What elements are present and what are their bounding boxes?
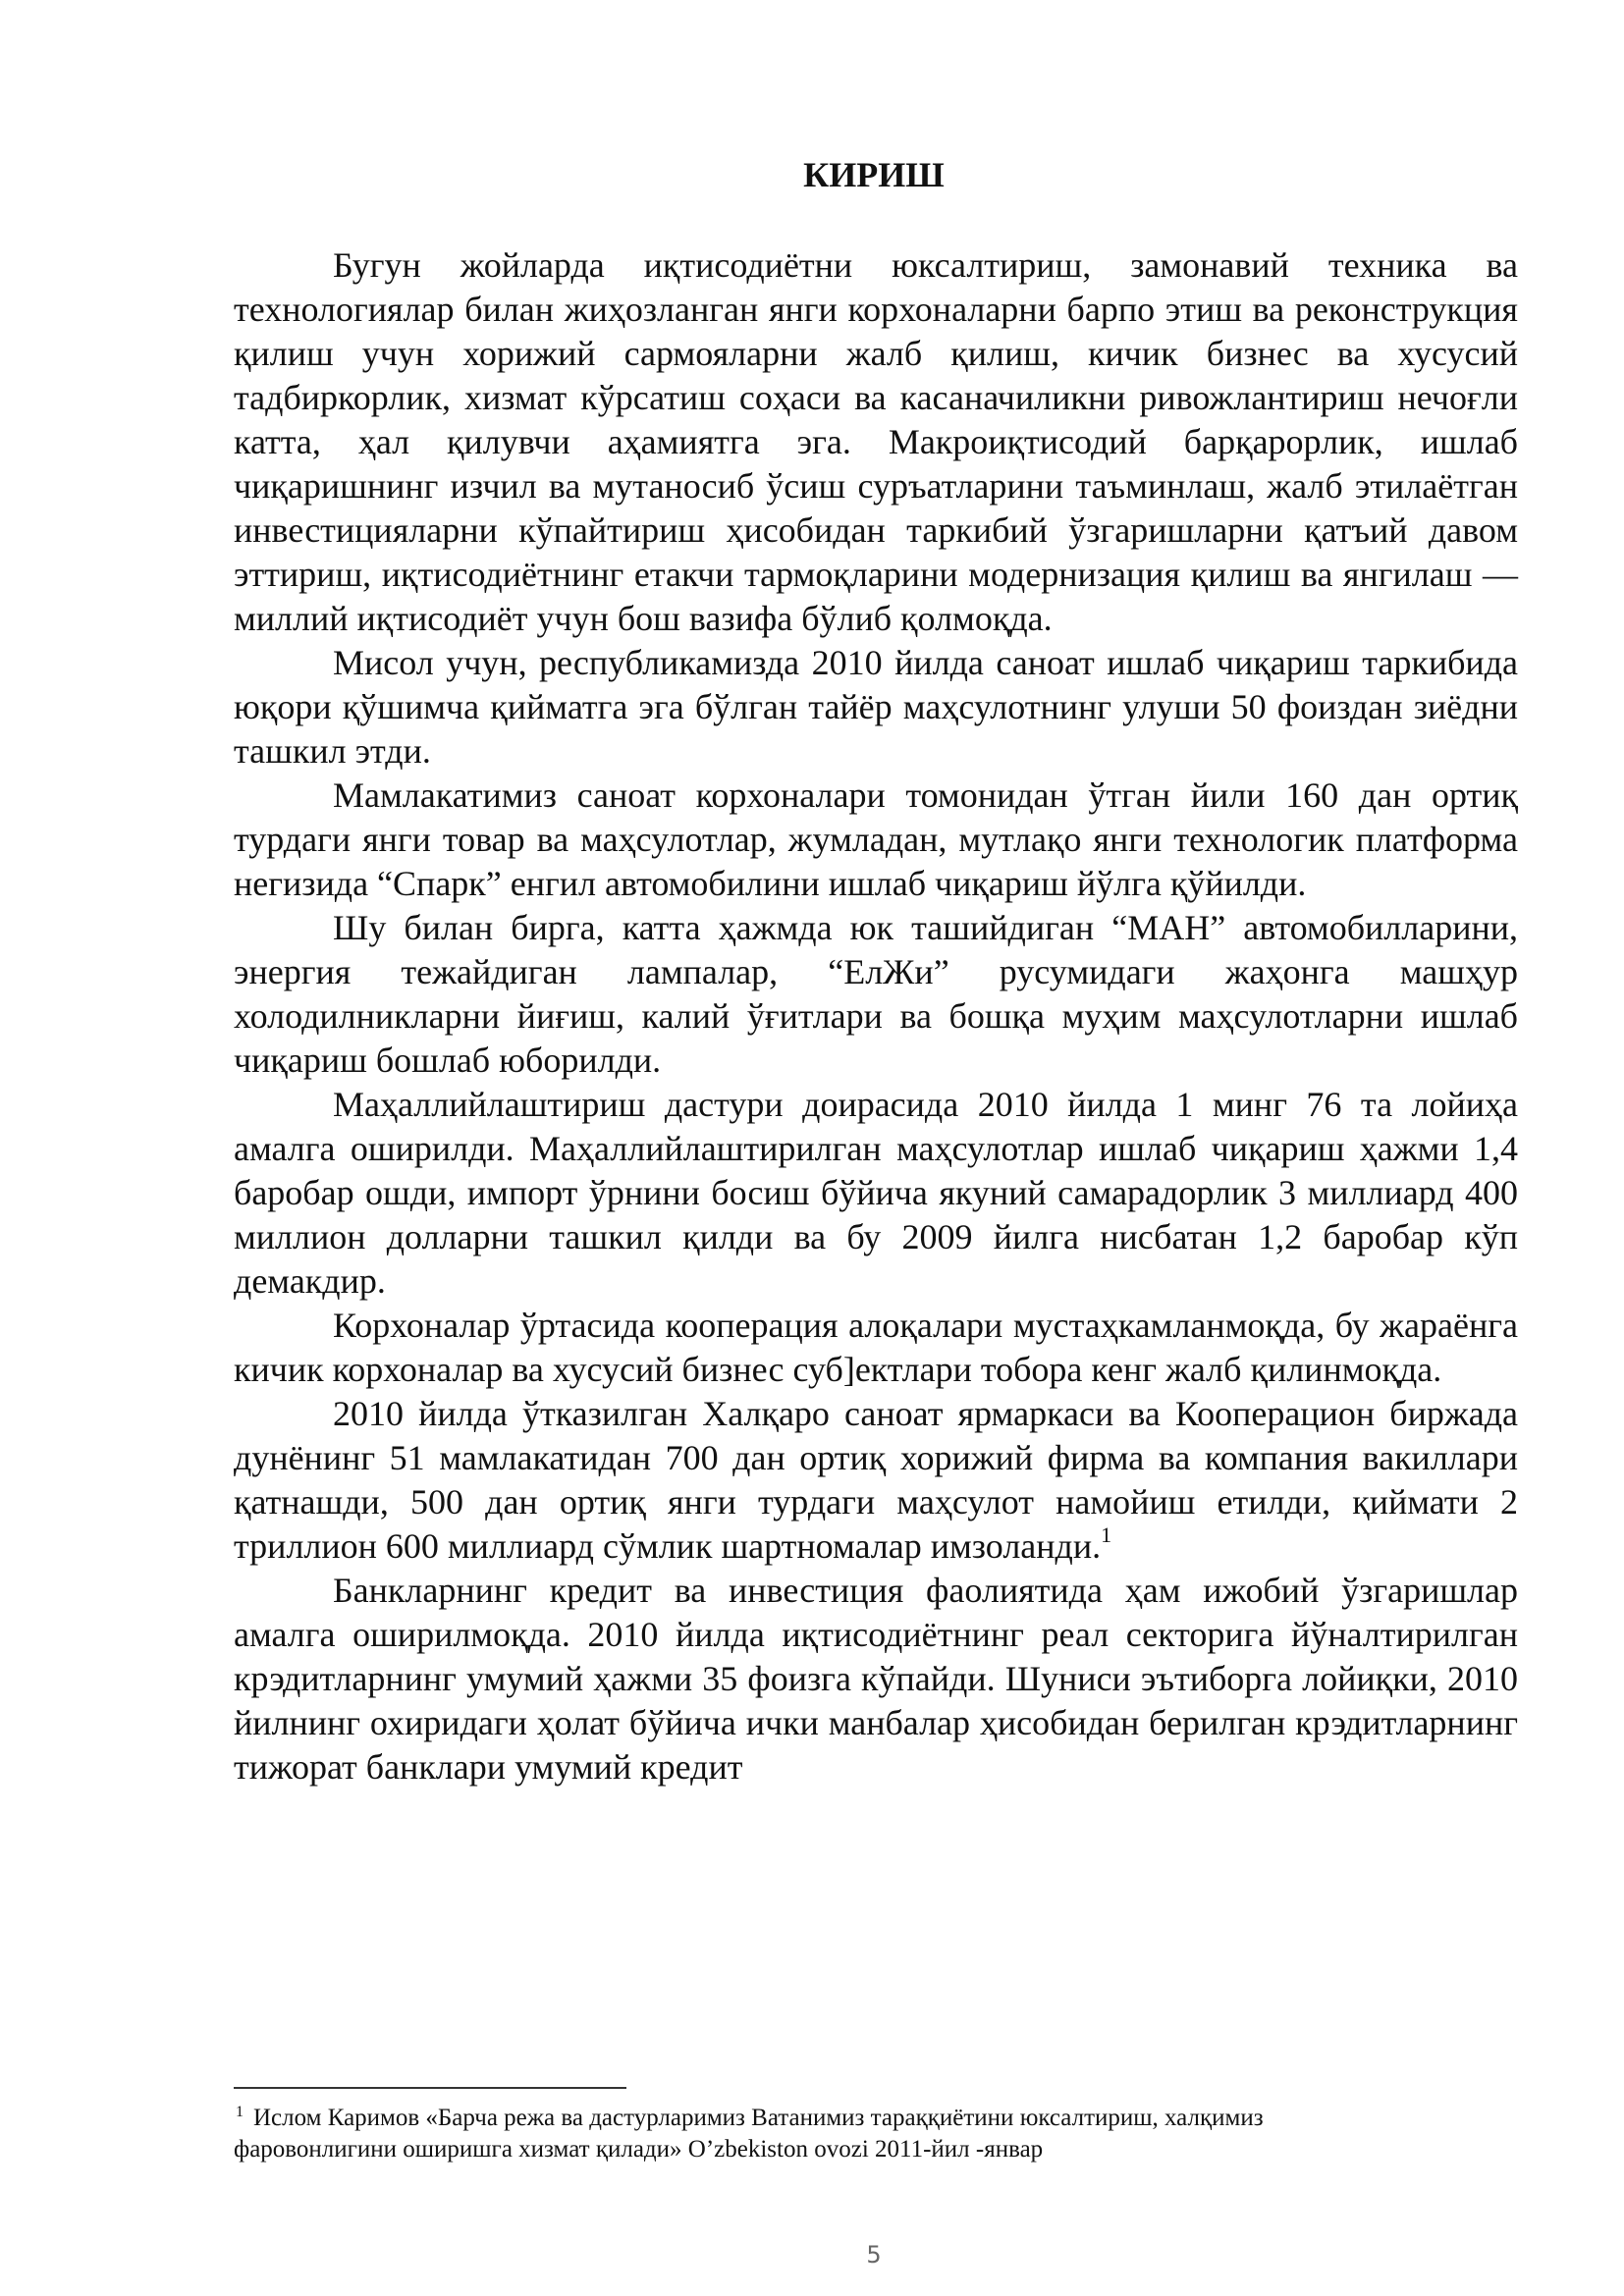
page-number: 5	[866, 2241, 882, 2269]
footnote-separator	[234, 2087, 626, 2089]
paragraph: Корхоналар ўртасида кооперация алоқалари мустаҳкамланмоқда, бу жараёнга кичик корхоналар ва хусусий бизнес суб]ектлари тобора кенг жалб қилинмоқда.	[234, 1306, 1518, 1389]
paragraph: Мамлакатимиз саноат корхоналари томонидан ўтган йили 160 дан ортиқ турдаги янги товар ва маҳсулотлар, жумладан, мутлақо янги технологик платформа негизида “Спарк” енгил автомобилини ишлаб чиқариш йўлга қўйилди.	[234, 775, 1518, 903]
paragraph: Банкларнинг кредит ва инвестиция фаолиятида ҳам ижобий ўзгаришлар амалга оширилмоқда. 2010 йилда иқтисодиётнинг реал секторига йўналтирилган крэдитларнинг умумий ҳажми 35 фоизга кўпайди. Шуниси эътиборга лойиқки, 2010 йилнинг охиридаги ҳолат бўйича ички манбалар ҳисобидан берилган крэдитларнинг тижорат банклари умумий кредит	[234, 1571, 1518, 1787]
footnote-text: Ислом Каримов «Барча режа ва дастурларимиз Ватанимиз тараққиётини юксалтириш, халқимиз фаровонлигини оширишга хизмат қилади» O’zbekiston ovozi 2011-йил -январ	[234, 2105, 1264, 2163]
footnote-marker: 1	[236, 2104, 244, 2120]
paragraph-text: 2010 йилда ўтказилган Халқаро саноат ярмаркаси ва Кооперацион биржада дунёнинг 51 мамлакатидан 700 дан ортиқ хорижий фирма ва компания вакиллари қатнашди, 500 дан ортиқ янги турдаги маҳсулот намойиш етилди, қиймати 2 триллион 600 миллиард сўмлик шартномалар имзоланди.	[234, 1394, 1518, 1566]
paragraph: Бугун жойларда иқтисодиётни юксалтириш, замонавий техника ва технологиялар билан жиҳозланган янги корхоналарни барпо этиш ва реконструкция қилиш учун хорижий сармояларни жалб қилиш, кичик бизнес ва хусусий тадбиркорлик, хизмат кўрсатиш соҳаси ва касаначиликни ривожлантириш нечоғли катта, ҳал қилувчи аҳамиятга эга. Макроиқтисодий барқарорлик, ишлаб чиқаришнинг изчил ва мутаносиб ўсиш суръатларини таъминлаш, жалб этилаётган инвестицияларни кўпайтириш ҳисобидан таркибий ўзгаришларни қатъий давом эттириш, иқтисодиётнинг етакчи тармоқларини модернизация қилиш ва янгилаш — миллий иқтисодиёт учун бош вазифа бўлиб қолмоқда.	[234, 245, 1518, 638]
body-text	[234, 243, 1518, 1789]
paragraph: Маҳаллийлаштириш дастури доирасида 2010 йилда 1 минг 76 та лойиҳа амалга оширилди. Маҳаллийлаштирилган маҳсулотлар ишлаб чиқариш ҳажми 1,4 баробар ошди, импорт ўрнини босиш бўйича якуний самарадорлик 3 миллиард 400 миллион долларни ташкил қилди ва бу 2009 йилга нисбатан 1,2 баробар кўп демакдир.	[234, 1085, 1518, 1301]
paragraph-with-footnote	[234, 1392, 1518, 1569]
page-title: КИРИШ	[803, 155, 945, 194]
paragraph: Шу билан бирга, катта ҳажмда юк ташийдиган “МАН” автомобилларини, энергия тежайдиган лампалар, “ЕлЖи” русумидаги жаҳонга машҳур холодилникларни йиғиш, калий ўғитлари ва бошқа муҳим маҳсулотларни ишлаб чиқариш бошлаб юборилди.	[234, 908, 1518, 1080]
footnote-reference[interactable]: 1	[1101, 1522, 1112, 1547]
footnote	[234, 2103, 1422, 2165]
paragraph: Мисол учун, республикамизда 2010 йилда саноат ишлаб чиқариш таркибида юқори қўшимча қийматга эга бўлган тайёр маҳсулотнинг улуши 50 фоиздан зиёдни ташкил этди.	[234, 643, 1518, 771]
